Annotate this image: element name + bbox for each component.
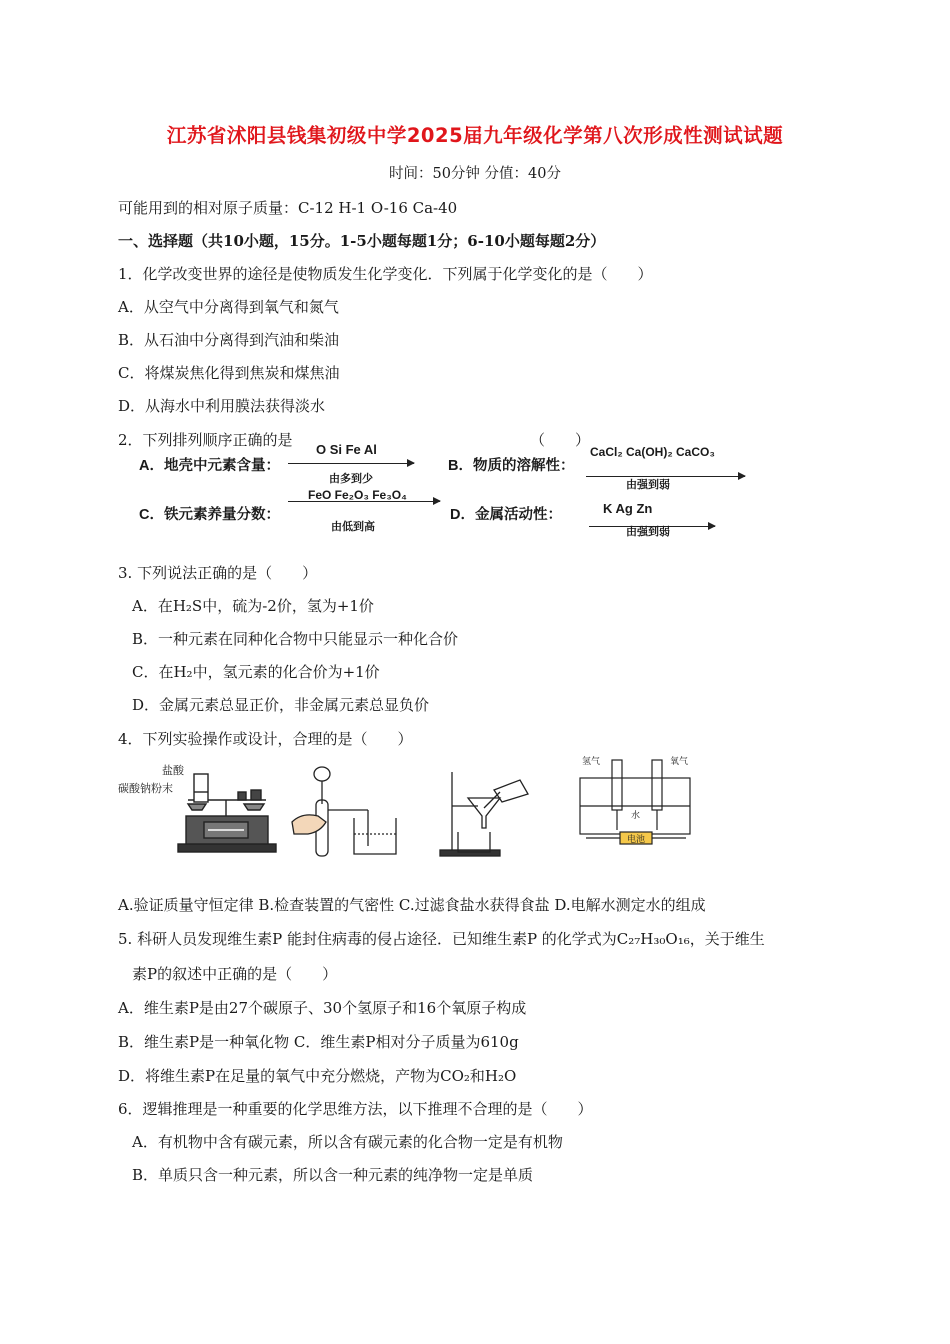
question-3-option-b: B．一种元素在同种化合物中只能显示一种化合价 xyxy=(132,630,459,648)
question-4-options: A.验证质量守恒定律 B.检查装置的气密性 C.过滤食盐水获得食盐 D.电解水测定水的组成 xyxy=(118,896,706,914)
question-3-option-a: A．在H₂S中，硫为-2价，氢为+1价 xyxy=(132,597,374,615)
question-3-stem: 3. 下列说法正确的是（ ） xyxy=(118,564,318,582)
question-3-option-c: C．在H₂中，氢元素的化合价为+1价 xyxy=(132,663,380,681)
question-1-stem: 1．化学改变世界的途径是使物质发生化学变化．下列属于化学变化的是（ ） xyxy=(118,265,653,283)
fig-d-label-oxygen: 氧气 xyxy=(670,757,689,767)
q2-option-c-arrow xyxy=(288,501,440,502)
fig-d-label-hydrogen: 氢气 xyxy=(582,757,601,767)
q2-option-a-label: A．地壳中元素含量： xyxy=(139,458,280,474)
question-6-option-b: B．单质只含一种元素，所以含一种元素的纯净物一定是单质 xyxy=(132,1166,534,1184)
exam-meta: 时间：50分钟 分值：40分 xyxy=(388,166,561,182)
question-5-option-a: A．维生素P是由27个碳原子、30个氢原子和16个氧原子构成 xyxy=(118,999,527,1017)
fig-a-label-powder: 碳酸钠粉末 xyxy=(118,782,173,795)
filtration-figure xyxy=(438,766,542,858)
question-5-stem-line1: 5. 科研人员发现维生素P 能封住病毒的侵占途径．已知维生素P 的化学式为C₂₇H₃₀O₁₆，关于维生 xyxy=(118,930,765,948)
question-1-option-b: B．从石油中分离得到汽油和柴油 xyxy=(118,331,340,349)
atomic-mass-note: 可能用到的相对原子质量：C-12 H-1 O-16 Ca-40 xyxy=(118,199,458,217)
question-3-option-d: D．金属元素总显正价，非金属元素总显负价 xyxy=(132,696,430,714)
page-title: 江苏省沭阳县钱集初级中学2025届九年级化学第八次形成性测试试题 xyxy=(166,124,784,147)
fig-a-label-acid: 盐酸 xyxy=(162,764,184,777)
q2-option-b-arrow xyxy=(586,476,745,477)
q2-option-a-arrow xyxy=(288,463,414,464)
electrolysis-figure xyxy=(578,752,694,850)
fig-d-label-battery: 电池 xyxy=(627,835,646,845)
question-6-stem: 6．逻辑推理是一种重要的化学思维方法，以下推理不合理的是（ ） xyxy=(118,1100,593,1118)
q2-option-c-order: 由低到高 xyxy=(331,520,375,533)
q2-option-c-label: C．铁元素养量分数： xyxy=(139,507,280,523)
question-5-option-d: D．将维生素P在足量的氧气中充分燃烧，产物为CO₂和H₂O xyxy=(118,1067,517,1085)
q2-option-d-series: K Ag Zn xyxy=(603,501,653,516)
q2-option-d-label: D．金属活动性： xyxy=(450,507,562,523)
q2-option-d-order: 由强到弱 xyxy=(626,525,670,538)
question-1-option-a: A．从空气中分离得到氧气和氮气 xyxy=(118,298,339,316)
question-4-stem: 4．下列实验操作或设计，合理的是（ ） xyxy=(118,730,413,748)
q2-option-b-label: B．物质的溶解性： xyxy=(448,458,575,474)
q2-option-a-series: O Si Fe Al xyxy=(316,442,377,457)
question-1-option-c: C．将煤炭焦化得到焦炭和煤焦油 xyxy=(118,364,340,382)
fig-d-label-water: 水 xyxy=(631,811,641,821)
airtightness-figure xyxy=(290,764,410,860)
q2-option-b-series: CaCl₂ Ca(OH)₂ CaCO₃ xyxy=(590,445,715,459)
question-6-option-a: A．有机物中含有碳元素，所以含有碳元素的化合物一定是有机物 xyxy=(132,1133,563,1151)
question-5-option-bc: B．维生素P是一种氧化物 C．维生素P相对分子质量为610g xyxy=(118,1033,519,1051)
section-heading: 一、选择题（共10小题，15分。1-5小题每题1分；6-10小题每题2分） xyxy=(118,232,606,250)
balance-figure xyxy=(118,760,278,860)
q2-option-b-order: 由强到弱 xyxy=(626,478,670,491)
q2-option-c-series: FeO Fe₂O₃ Fe₃O₄ xyxy=(308,488,407,502)
q2-option-a-order: 由多到少 xyxy=(329,472,373,485)
question-2-stem: 2．下列排列顺序正确的是 xyxy=(118,431,293,449)
question-2-paren: （ ） xyxy=(530,431,591,449)
question-1-option-d: D．从海水中利用膜法获得淡水 xyxy=(118,397,326,415)
question-5-stem-line2: 素P的叙述中正确的是（ ） xyxy=(132,965,338,983)
